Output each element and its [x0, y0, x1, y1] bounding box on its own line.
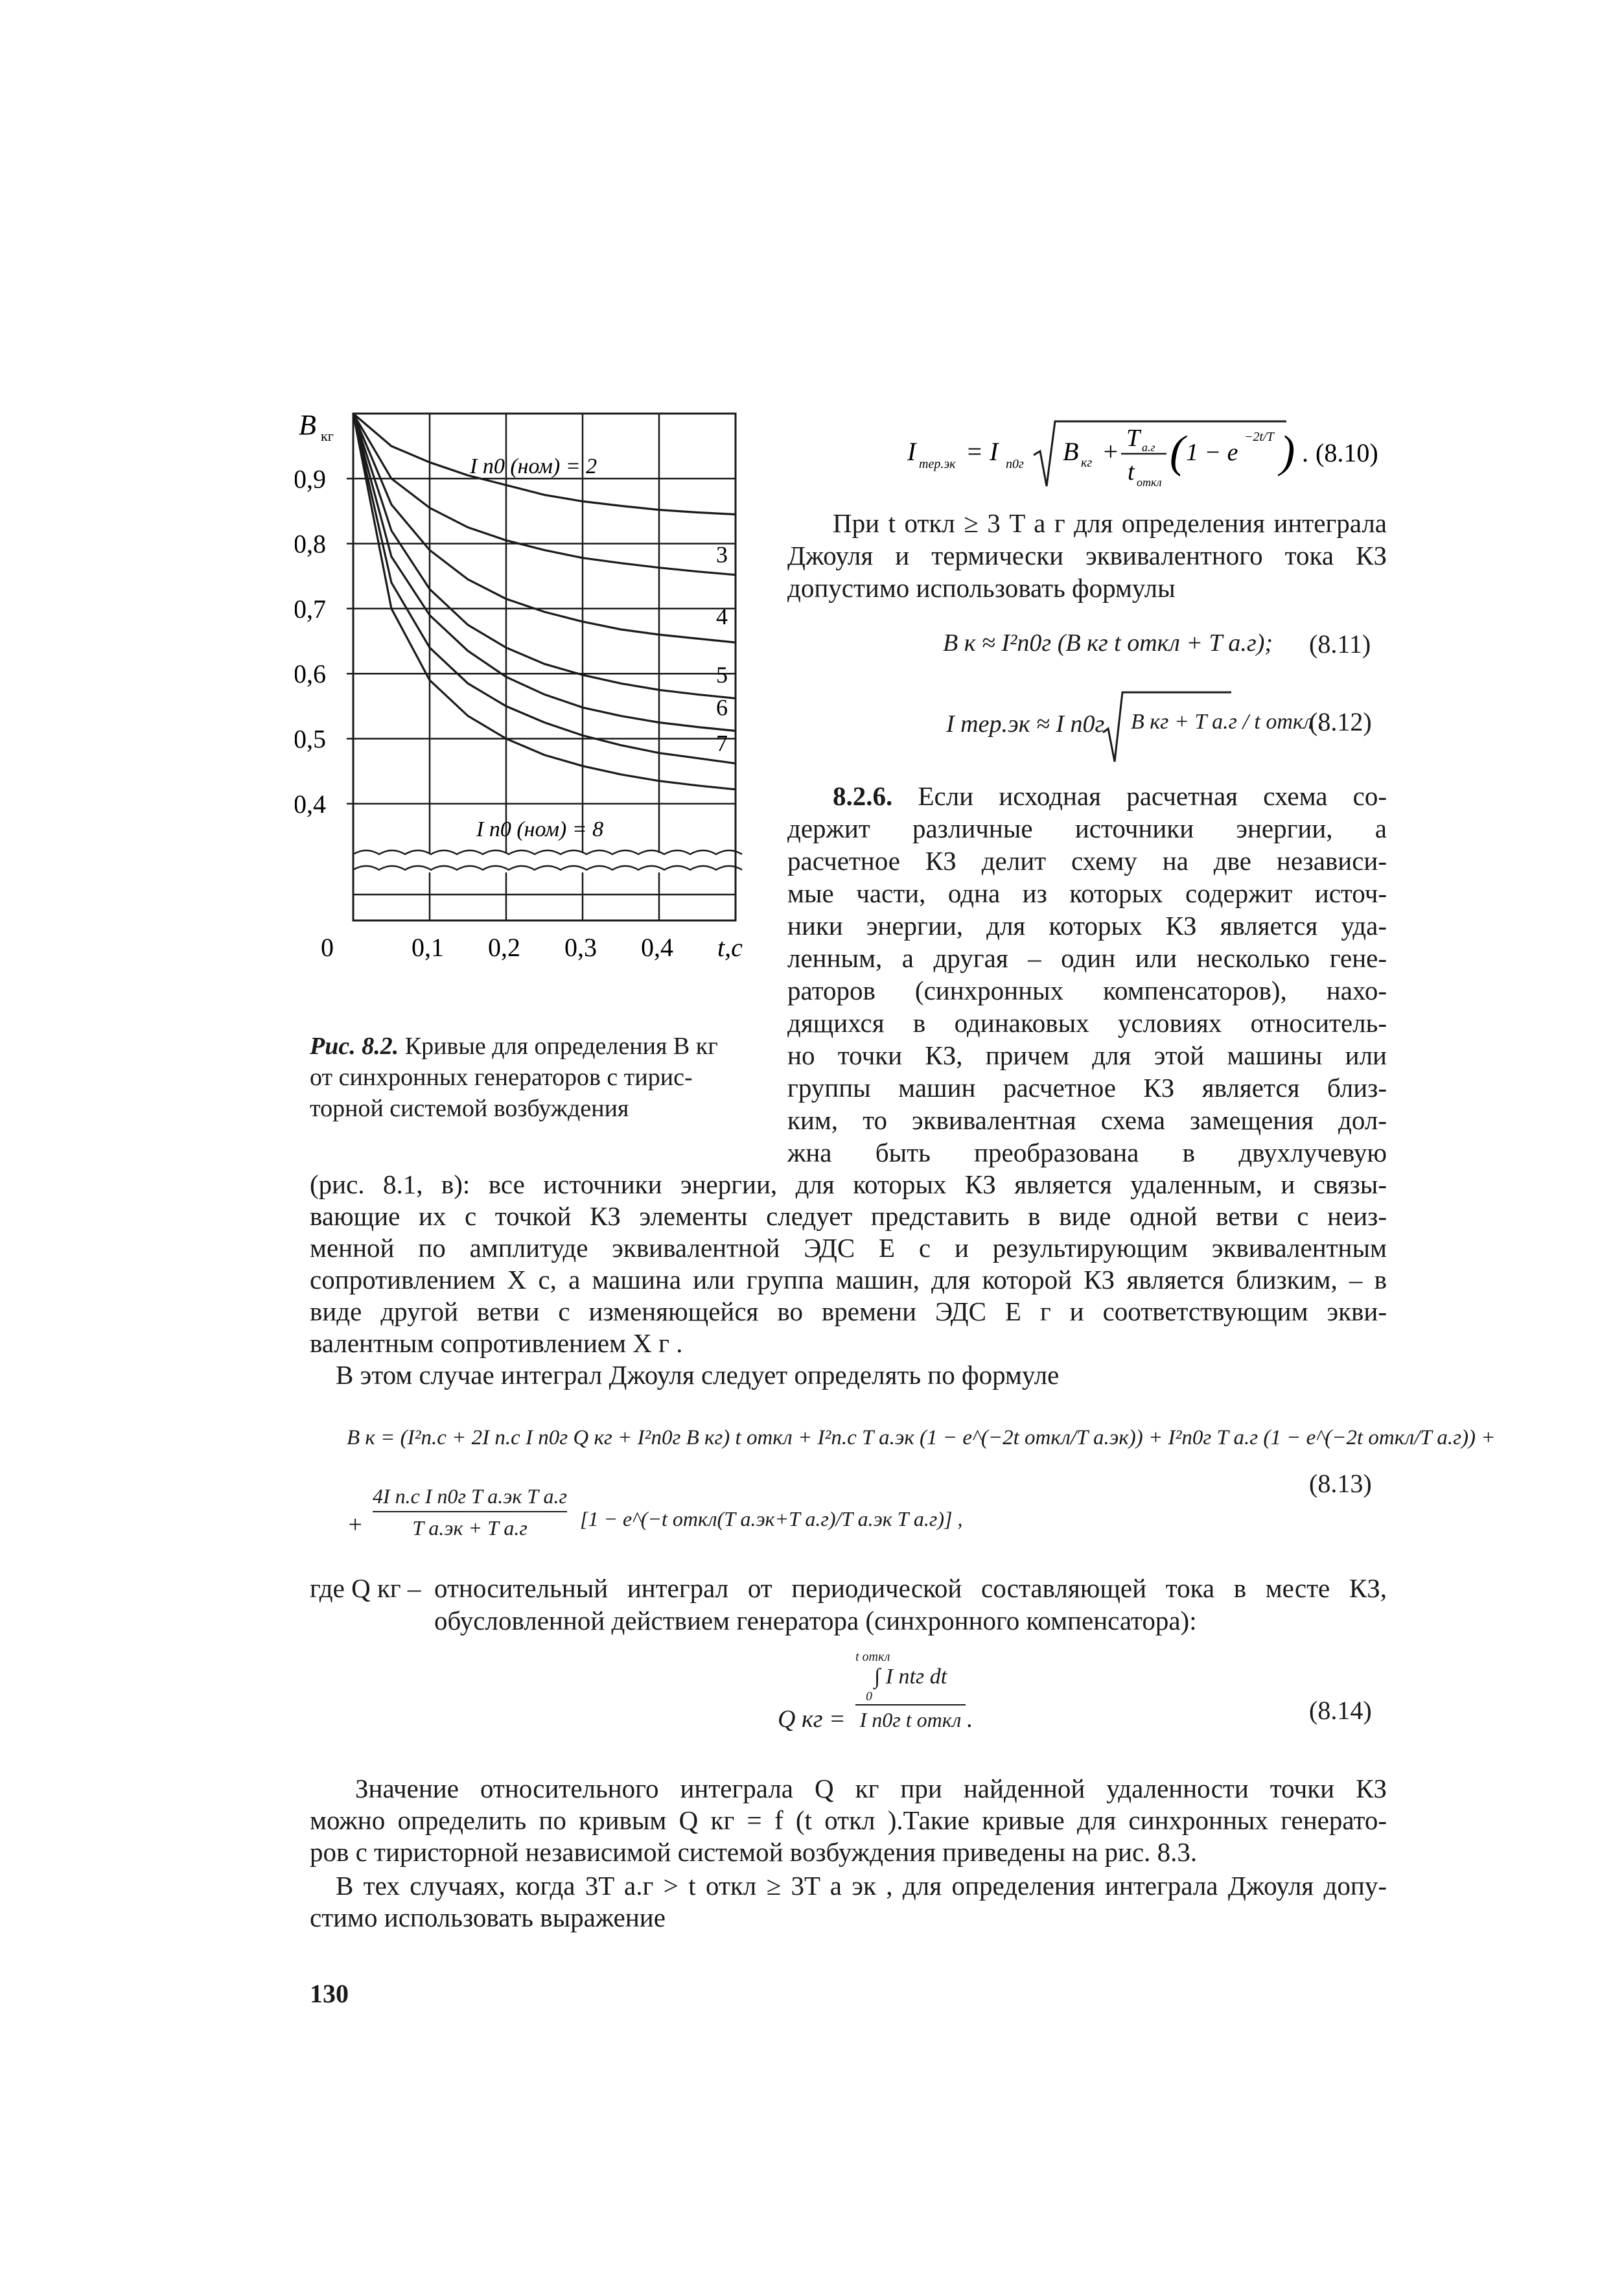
equation-8-13-fraction	[373, 1484, 567, 1540]
para3	[310, 1870, 1387, 1934]
curve-label-3: 3	[716, 541, 728, 568]
eq10-number: (8.10)	[1316, 438, 1378, 467]
eq14-lim-top: t откл	[855, 1650, 890, 1664]
section-8-2-6	[787, 780, 1387, 1169]
equation-8-10	[907, 415, 1387, 499]
curve-label-6: 6	[716, 694, 728, 721]
body-line-1: вающие их с точкой КЗ элементы следует представить в виде одной ветви с неиз-	[310, 1201, 1387, 1231]
eq10-paren-r: )	[1280, 427, 1295, 477]
equation-8-14-number: (8.14)	[1309, 1696, 1372, 1725]
body-line-4: виде другой ветви с изменяющейся во времени ЭДС E г и соответствующим экви-	[310, 1296, 1387, 1326]
eq13-den: T а.эк + T а.г	[412, 1516, 528, 1540]
eq10-exp: −2t/T	[1244, 430, 1274, 444]
section-line-4: ники энергии, для которых КЗ является уда-	[787, 911, 1387, 941]
intro-line-3: допустимо использовать формулы	[787, 573, 1176, 603]
y-tick-5: 0,4	[295, 789, 326, 819]
section-line-6: раторов (синхронных компенсаторов), нахо-	[787, 976, 1387, 1005]
section-line-11: жна быть преобразована в двухлучевую	[787, 1138, 1387, 1167]
body-line-0: (рис. 8.1, в): все источники энергии, для которых КЗ является удаленным, и связы-	[310, 1169, 1387, 1199]
body-line-5: валентным сопротивлением X г .	[310, 1328, 683, 1358]
x-tick-5: t,с	[717, 933, 743, 962]
caption-text-1: Кривые для определения B кг	[404, 1033, 718, 1060]
para2-line-1: Значение относительного интеграла Q кг при найденной удаленности точки КЗ	[355, 1774, 1387, 1803]
eq10-rhs-sub: п0г	[1006, 457, 1024, 471]
eq10-paren-l: (	[1170, 427, 1185, 477]
chart-svg	[295, 389, 748, 1011]
eq10-one-minus: 1 − e	[1186, 439, 1238, 466]
para2-line-2: можно определить по кривым Q кг = f (t откл ).Такие кривые для синхронных генерато-	[310, 1805, 1387, 1835]
eq10-num: T	[1126, 425, 1141, 452]
eq10-lhs-sub: тер.эк	[919, 457, 956, 471]
section-line-1: держит различные источники энергии, а	[787, 814, 1387, 843]
x-tick-0: 0	[321, 933, 334, 962]
section-line-7: дящихся в одинаковых условиях относитель-	[787, 1008, 1387, 1038]
caption-title: Рис. 8.2.	[310, 1033, 399, 1060]
eq10-rhs: = I	[966, 437, 999, 466]
eq14-num: ∫ I пtг dt	[874, 1665, 947, 1689]
x-tick-2: 0,2	[488, 933, 520, 962]
y-tick-1: 0,8	[295, 529, 326, 559]
section-number: 8.2.6.	[833, 781, 893, 811]
intro-line-1: При t откл ≥ 3 T а г для определения интеграла	[833, 508, 1387, 538]
section-line-8: но точки КЗ, причем для этой машины или	[787, 1040, 1387, 1070]
y-tick-0: 0,9	[295, 464, 326, 494]
where-line-1: относительный интеграл от периодической составляющей тока в месте КЗ,	[434, 1573, 1387, 1603]
eq14-den: I п0г t откл	[859, 1708, 962, 1731]
eq13-num: 4I п.с I п0г T а.эк T а.г	[373, 1484, 567, 1512]
x-tick-1: 0,1	[412, 933, 444, 962]
eq10-dot: .	[1303, 438, 1309, 467]
body-line-2: менной по амплитуде эквивалентной ЭДС E с и результирующим эквивалентным	[310, 1233, 1387, 1263]
y-axis-label-sub: кг	[321, 428, 334, 444]
curve-label-7: 7	[716, 730, 728, 756]
plot-frame	[353, 414, 736, 920]
eq10-plus: +	[1102, 437, 1119, 466]
section-line-9: группы машин расчетное КЗ является близ-	[787, 1073, 1387, 1103]
section-line-3: мые части, одна из которых содержит источ-	[787, 878, 1387, 908]
eq10-den-sub: откл	[1137, 476, 1162, 489]
axis-break-mask	[354, 853, 734, 873]
y-tick-4: 0,5	[295, 724, 326, 754]
intro-line-2: Джоуля и термически эквивалентного тока КЗ	[787, 541, 1387, 570]
y-tick-2: 0,7	[295, 594, 326, 624]
eq10-num-sub: а.г	[1142, 441, 1155, 454]
figure-8-2	[295, 389, 748, 1011]
eq10-lhs: I	[907, 437, 916, 466]
axis-break	[353, 850, 742, 895]
equation-8-12-lhs: I тер.эк ≈ I п0г	[946, 710, 1105, 738]
eq10-b: B	[1063, 437, 1079, 466]
section-line-0	[787, 780, 1387, 812]
body-line-3: сопротивлением X с, а машина или группа машин, для которой КЗ является близким, – в	[310, 1265, 1387, 1295]
para3-line-1: В тех случаях, когда 3T а.г > t откл ≥ 3T а эк , для определения интеграла Джоуля допу-	[336, 1871, 1387, 1901]
equation-8-11-number: (8.11)	[1309, 629, 1371, 659]
para2-line-3: ров с тиристорной независимой системой возбуждения приведены на рис. 8.3.	[310, 1837, 1198, 1867]
equation-8-10-graphic	[907, 415, 1387, 499]
eq14-lim-bot: 0	[855, 1689, 966, 1705]
eq14-dot: .	[967, 1705, 973, 1733]
para3-line-2: стимо использовать выражение	[310, 1903, 666, 1932]
y-axis-label: B	[299, 409, 316, 441]
section-text-0: Если исходная расчетная схема со-	[892, 781, 1387, 811]
joule-intro: В этом случае интеграл Джоуля следует определять по формуле	[336, 1360, 1060, 1390]
caption-line-3: торной системой возбуждения	[310, 1095, 629, 1122]
equation-8-12-number: (8.12)	[1309, 707, 1372, 736]
figure-caption	[310, 1031, 802, 1124]
para2	[310, 1773, 1387, 1868]
section-line-2: расчетное КЗ делит схему на две независи-	[787, 846, 1387, 876]
where-lead: где Q кг –	[310, 1573, 421, 1603]
chart-labels	[295, 409, 743, 962]
section-line-5: ленным, а другая – один или несколько гене-	[787, 943, 1387, 973]
caption-line-2: от синхронных генераторов с тирис-	[310, 1064, 693, 1091]
page-number: 130	[310, 1979, 349, 2008]
equation-8-13-bracket: [1 − e^(−t откл(T а.эк+T а.г)/T а.эк T а.г)] ,	[580, 1507, 963, 1530]
curve-label-4: 4	[716, 603, 728, 629]
equation-8-13-line1: B к = (I²п.с + 2I п.с I п0г Q кг + I²п0г B кг) t откл + I²п.с T а.эк (1 − e^(−2t откл/T а.эк)) + I²п0г T а.г (1 − e^(−2t откл/T а.г)) +	[347, 1426, 1496, 1449]
body-paragraph	[310, 1169, 1387, 1391]
x-tick-3: 0,3	[564, 933, 597, 962]
equation-8-13-plus: +	[347, 1511, 364, 1538]
equation-8-13-number: (8.13)	[1309, 1469, 1372, 1498]
equation-8-11: B к ≈ I²п0г (B кг t откл + T а.г);	[943, 629, 1273, 657]
y-tick-3: 0,6	[295, 659, 326, 689]
section-line-10: ким, то эквивалентная схема замещения дол-	[787, 1105, 1387, 1135]
equation-8-12-root: B кг + T а.г / t откл .	[1131, 710, 1325, 734]
caption-line-1	[310, 1031, 802, 1062]
curve-label-5: 5	[716, 662, 728, 688]
label-top: I п0 (ном) = 2	[470, 454, 597, 478]
eq10-den: t	[1128, 458, 1135, 486]
equation-8-14-lhs: Q кг =	[778, 1705, 846, 1733]
eq10-b-sub: кг	[1081, 456, 1093, 470]
equation-8-14-fraction	[855, 1650, 966, 1732]
x-tick-4: 0,4	[641, 933, 673, 962]
where-line-2: обусловленной действием генератора (синхронного компенсатора):	[434, 1606, 1197, 1635]
label-bottom: I п0 (ном) = 8	[476, 817, 604, 841]
